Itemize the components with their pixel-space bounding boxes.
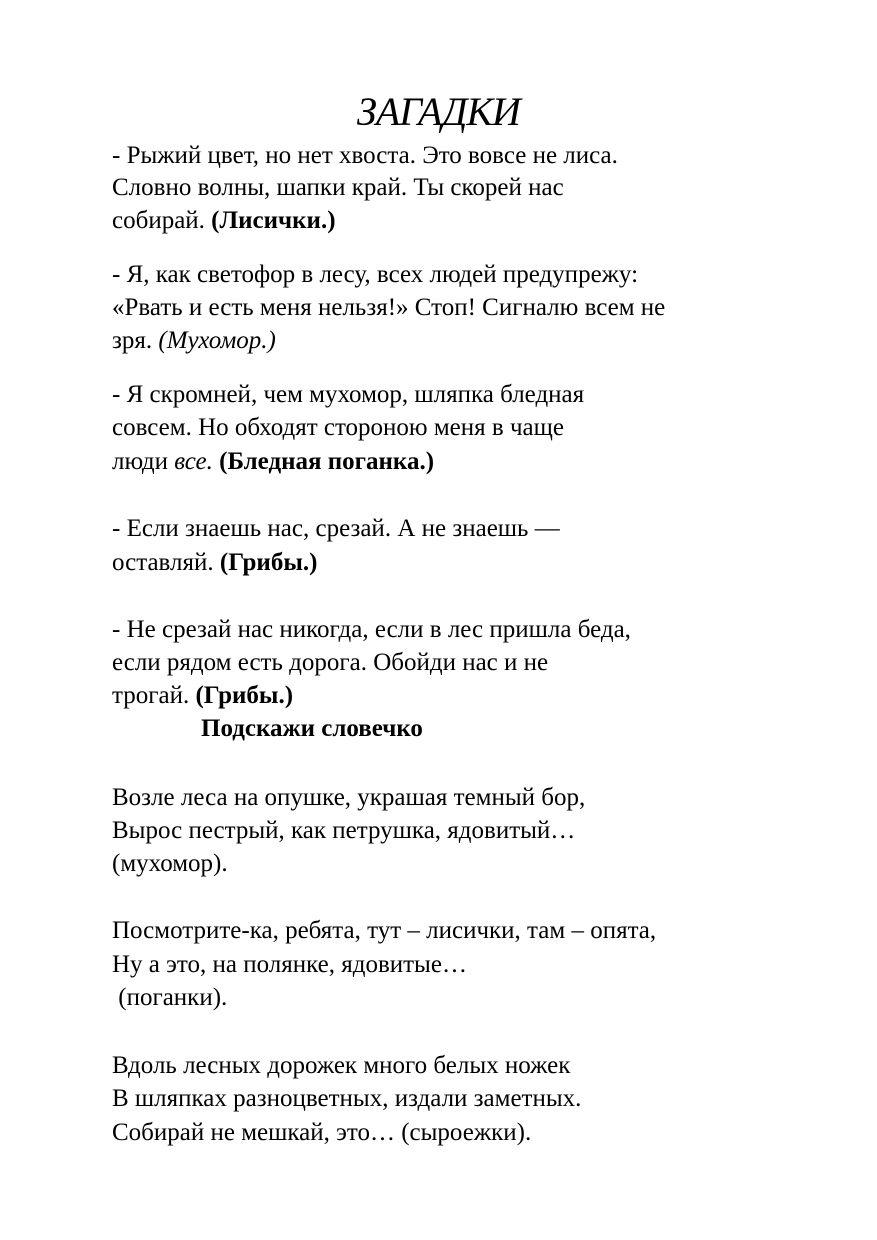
- riddle-1-line-1: - Рыжий цвет, но нет хвоста. Это вовсе не лиса.: [112, 142, 618, 169]
- riddle-5-line-3: [112, 680, 293, 712]
- section-heading: Подскажи словечко: [201, 715, 423, 742]
- riddle-3-text: люди: [112, 448, 175, 475]
- verse-3-line-1: Вдоль лесных дорожек много белых ножек: [112, 1052, 571, 1079]
- riddle-2-line-2: «Рвать и есть меня нельзя!» Стоп! Сигналю всем не: [112, 294, 666, 321]
- riddle-4-line-2: [112, 547, 317, 579]
- riddle-5-text: трогай.: [112, 682, 196, 709]
- riddle-3-line-3: [112, 446, 434, 478]
- riddle-1-answer: (Лисички.): [211, 207, 336, 234]
- page-title: ЗАГАДКИ: [357, 89, 520, 134]
- verse-3-line-3: Собирай не мешкай, это… (сыроежки).: [112, 1119, 532, 1146]
- verse-2-line-2: Ну а это, на полянке, ядовитые…: [112, 951, 467, 978]
- verse-3-line-2: В шляпках разноцветных, издали заметных.: [112, 1085, 582, 1112]
- verse-2-line-3: (поганки).: [112, 984, 228, 1011]
- riddle-2-line-1: - Я, как светофор в лесу, всех людей предупрежу:: [112, 261, 639, 288]
- riddle-2-answer: (Мухомор.): [158, 327, 276, 354]
- verse-1-line-1: Возле леса на опушке, украшая темный бор,: [112, 784, 586, 811]
- riddle-3-line-2: совсем. Но обходят стороною меня в чаще: [112, 414, 564, 441]
- riddle-1-text: собирай.: [112, 207, 212, 234]
- riddle-2-line-3: [112, 325, 276, 357]
- riddle-5-answer: (Грибы.): [195, 682, 294, 709]
- riddle-5-line-1: - Не срезай нас никогда, если в лес пришла беда,: [112, 616, 631, 643]
- riddle-4-text: оставляй.: [112, 549, 220, 576]
- riddle-2-text: зря.: [112, 327, 159, 354]
- riddle-1-line-3: [112, 205, 336, 237]
- verse-1-line-2: Вырос пестрый, как петрушка, ядовитый…: [112, 817, 576, 844]
- riddle-1-line-2: Словно волны, шапки край. Ты скорей нас: [112, 174, 564, 201]
- verse-2-line-1: Посмотрите-ка, ребята, тут – лисички, там – опята,: [112, 917, 657, 944]
- verse-1-line-3: (мухомор).: [112, 850, 228, 877]
- riddle-3-line-1: - Я скромней, чем мухомор, шляпка бледная: [112, 381, 585, 408]
- riddle-4-answer: (Грибы.): [219, 549, 318, 576]
- riddle-3-answer: (Бледная поганка.): [219, 448, 435, 475]
- riddle-3-italic: все.: [174, 448, 213, 475]
- riddle-4-line-1: - Если знаешь нас, срезай. А не знаешь —: [112, 515, 560, 542]
- riddle-5-line-2: если рядом есть дорога. Обойди нас и не: [112, 649, 549, 676]
